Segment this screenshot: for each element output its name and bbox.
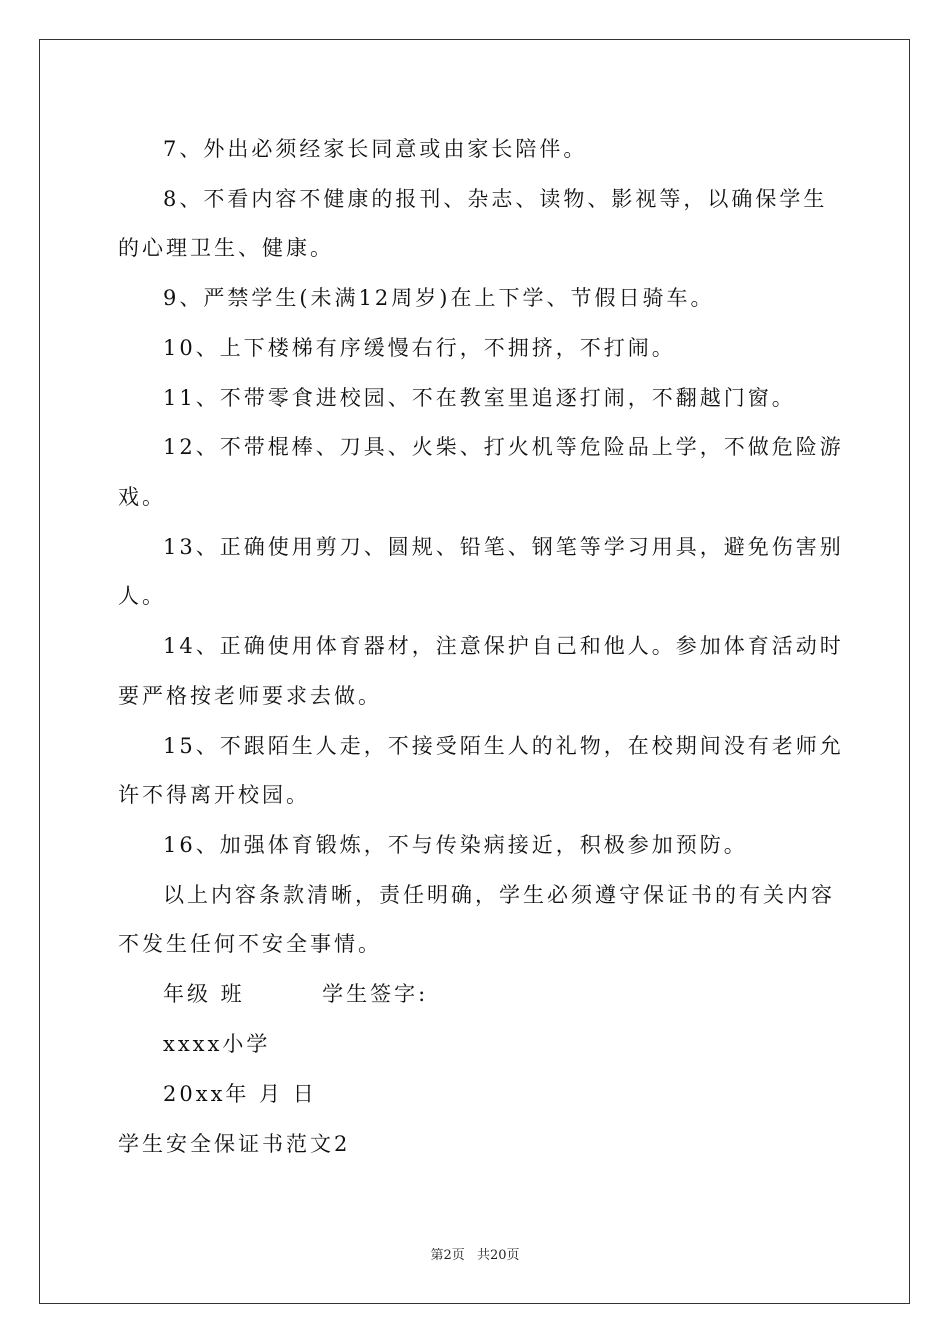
rule-9: 9、严禁学生(未满12周岁)在上下学、节假日骑车。: [163, 286, 715, 310]
school-name: xxxx小学: [163, 1032, 271, 1056]
rule-11: 11、不带零食进校园、不在教室里追逐打闹，不翻越门窗。: [163, 386, 796, 410]
rule-14-line-1: 14、正确使用体育器材，注意保护自己和他人。参加体育活动时: [163, 634, 844, 658]
page-total: 共20页: [476, 1248, 520, 1263]
rule-13-line-2: 人。: [118, 584, 166, 608]
rule-16: 16、加强体育锻炼，不与传染病接近，积极参加预防。: [163, 833, 748, 857]
rule-12-line-1: 12、不带棍棒、刀具、火柴、打火机等危险品上学，不做危险游: [163, 435, 844, 459]
page-current: 第2页: [430, 1248, 465, 1263]
page-footer: [0, 1248, 950, 1264]
signature-line: 年级 班 学生签字:: [163, 982, 429, 1006]
rule-14-line-2: 要严格按老师要求去做。: [118, 684, 382, 708]
rule-15-line-2: 许不得离开校园。: [118, 783, 310, 807]
rule-12-line-2: 戏。: [118, 485, 166, 509]
rule-8-line-1: 8、不看内容不健康的报刊、杂志、读物、影视等，以确保学生: [163, 187, 828, 211]
section-heading: 学生安全保证书范文2: [118, 1132, 351, 1156]
page-border: [39, 39, 910, 1304]
rule-10: 10、上下楼梯有序缓慢右行，不拥挤，不打闹。: [163, 336, 676, 360]
rule-13-line-1: 13、正确使用剪刀、圆规、铅笔、钢笔等学习用具，避免伤害别: [163, 535, 844, 559]
date-line: 20xx年 月 日: [163, 1082, 317, 1106]
rule-7: 7、外出必须经家长同意或由家长陪伴。: [163, 137, 588, 161]
summary-line-1: 以上内容条款清晰，责任明确，学生必须遵守保证书的有关内容: [163, 883, 835, 907]
rule-8-line-2: 的心理卫生、健康。: [118, 236, 334, 260]
summary-line-2: 不发生任何不安全事情。: [118, 932, 382, 956]
rule-15-line-1: 15、不跟陌生人走，不接受陌生人的礼物，在校期间没有老师允: [163, 734, 844, 758]
